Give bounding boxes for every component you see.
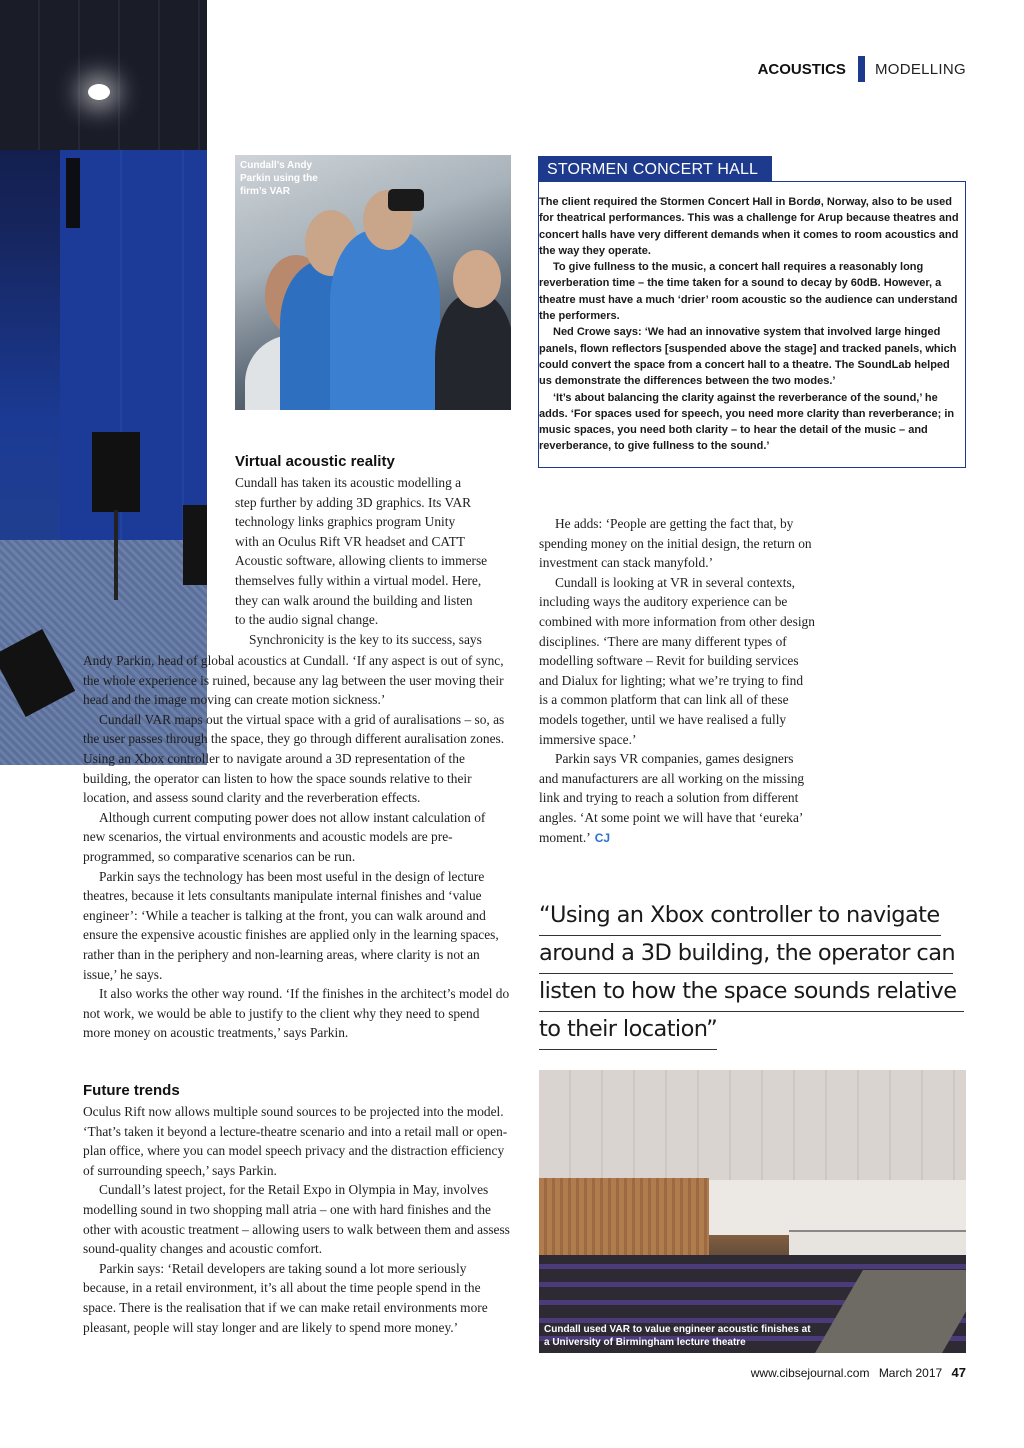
section-header bbox=[758, 56, 966, 82]
body-paragraph bbox=[539, 749, 815, 848]
text-line: Cundall has taken its acoustic modelling a bbox=[235, 475, 462, 490]
lecture-theatre-photo bbox=[539, 1070, 966, 1353]
pull-quote-line: “Using an Xbox controller to navigate bbox=[539, 898, 941, 936]
body-paragraph: Cundall’s latest project, for the Retail Expo in Olympia in May, involves modelling sound in two shopping mall atria – one with hard finishes and the other with acoustic treatment – allowing users to walk between them and assess sound-quality changes and acoustic comfort. bbox=[83, 1182, 510, 1257]
pull-quote bbox=[539, 898, 967, 1050]
pull-quote-line: to their location” bbox=[539, 1012, 717, 1050]
body-text-right bbox=[539, 514, 815, 848]
text-line: themselves fully within a virtual model. Here, bbox=[235, 572, 482, 588]
end-mark: CJ bbox=[594, 830, 611, 845]
body-paragraph-text: Parkin says VR companies, games designers and manufacturers are all working on the missing link and trying to reach a solution from different angles. ‘At some point we will have that ‘eureka’ moment.’ bbox=[539, 751, 805, 845]
text-line: with an Oculus Rift VR headset and CATT bbox=[235, 533, 465, 549]
body-paragraph: Parkin says: ‘Retail developers are taking sound a lot more seriously because, in a retail environment, it’s all about the time people spend in the space. There is the realisation that if we can make retail environments more pleasant, people will stay longer and are likely to spend more money.’ bbox=[83, 1260, 488, 1335]
text-line: they can walk around the building and listen bbox=[235, 592, 473, 608]
page-number: 47 bbox=[951, 1365, 966, 1380]
body-paragraph: He adds: ‘People are getting the fact that, by spending money on the initial design, the return on investment can stack manyfold.’ bbox=[539, 516, 812, 571]
body-paragraph: Although current computing power does not allow instant calculation of new scenarios, the virtual environments and acoustic models are pre-programmed, so comparative scenarios can be run. bbox=[83, 809, 486, 864]
journal-url: www.cibsejournal.com bbox=[750, 1366, 870, 1380]
body-paragraph: Andy Parkin, head of global acoustics at Cundall. ‘If any aspect is out of sync, the whole experience is ruined, because any lag between the user moving their head and the image moving can create motion sickness.’ bbox=[83, 653, 504, 708]
body-paragraph: Cundall is looking at VR in several contexts, including ways the auditory experience can be combined with more information from other design disciplines. ‘There are many different types of modelling software – Revit for building services and Dialux for lighting; what we’re trying to find is a common platform that can link all of these models together, until we have realised a fully immersive space.’ bbox=[539, 574, 815, 747]
subhead-future-trends: Future trends bbox=[83, 1082, 180, 1099]
body-text-future bbox=[83, 1102, 510, 1337]
boxout-paragraph: Ned Crowe says: ‘We had an innovative system that involved large hinged panels, flown reflectors [suspended above the stage] and tracked panels, which could convert the space from a concert hall to a theatre. The SoundLab helped us demonstrate the differences between the two modes.’ bbox=[539, 326, 957, 388]
subhead-virtual-acoustic-reality: Virtual acoustic reality bbox=[235, 453, 395, 470]
section-label: ACOUSTICS bbox=[757, 60, 846, 78]
pull-quote-line: listen to how the space sounds relative bbox=[539, 974, 964, 1012]
text-line: Synchronicity is the key to its success, says bbox=[249, 631, 482, 647]
pull-quote-line: around a 3D building, the operator can bbox=[539, 936, 953, 974]
subsection-label: MODELLING bbox=[874, 60, 966, 78]
text-line: step further by adding 3D graphics. Its VAR bbox=[235, 494, 472, 510]
photo-caption: Cundall’s Andy Parkin using the firm’s VAR bbox=[240, 160, 318, 197]
intro-text bbox=[235, 473, 510, 649]
text-line: Acoustic software, allowing clients to immerse bbox=[235, 553, 488, 569]
header-divider bbox=[858, 56, 865, 82]
body-paragraph: Cundall VAR maps out the virtual space with a grid of auralisations – so, as the user passes through the space, they go through different auralisation zones. Using an Xbox controller to navigate around a 3D representation of the building, the operator can listen to how the space sounds relative to their location, and assess sound clarity and the reverberation effects. bbox=[83, 711, 505, 806]
boxout-title: STORMEN CONCERT HALL bbox=[538, 156, 772, 182]
boxout-text bbox=[539, 194, 959, 455]
issue-date: March 2017 bbox=[878, 1366, 943, 1380]
page-footer bbox=[751, 1365, 966, 1380]
body-text-left bbox=[83, 651, 510, 1043]
boxout-paragraph: ‘It’s about balancing the clarity against the reverberance of the sound,’ he adds. ‘For spaces used for speech, you need more clarity than reverberance; in music spaces, you need both clarity – to hear the detail of the music – and reverberance, to give fullness to the sound.’ bbox=[539, 391, 955, 453]
boxout-paragraph: To give fullness to the music, a concert hall requires a reasonably long reverberation time – the time taken for a sound to decay by 60dB. However, a theatre must have a much ‘drier’ room acoustic so the audience can understand the performers. bbox=[539, 261, 958, 323]
body-paragraph: It also works the other way round. ‘If the finishes in the architect’s model do not work, we would be able to justify to the client why they need to spend more money on acoustic treatments,’ says Parkin. bbox=[83, 986, 510, 1041]
text-line: technology links graphics program Unity bbox=[235, 514, 456, 530]
boxout-paragraph: The client required the Stormen Concert Hall in Bordø, Norway, also to be used for theatrical performances. This was a challenge for Arup because theatres and concert halls have very different demands when it comes to room acoustics and the way they operate. bbox=[539, 196, 959, 257]
body-paragraph: Oculus Rift now allows multiple sound sources to be projected into the model. ‘That’s taken it beyond a lecture-theatre scenario and into a retail mall or open-plan office, where you can model speech privacy and the distraction efficiency of surrounding speech,’ says Parkin. bbox=[83, 1104, 508, 1178]
body-paragraph: Parkin says the technology has been most useful in the design of lecture theatres, because it lets consultants manipulate internal finishes and ‘value engineer’: ‘While a teacher is talking at the front, you can walk around and ensure the expensive acoustic finishes are applied only in the learning spaces, rather than in the periphery and non-learning areas, where clarity is not an issue,’ he says. bbox=[83, 868, 499, 982]
photo-caption: Cundall used VAR to value engineer acoustic finishes at a University of Birmingham lecture theatre bbox=[544, 1324, 811, 1348]
text-line: to the audio signal change. bbox=[235, 612, 379, 628]
